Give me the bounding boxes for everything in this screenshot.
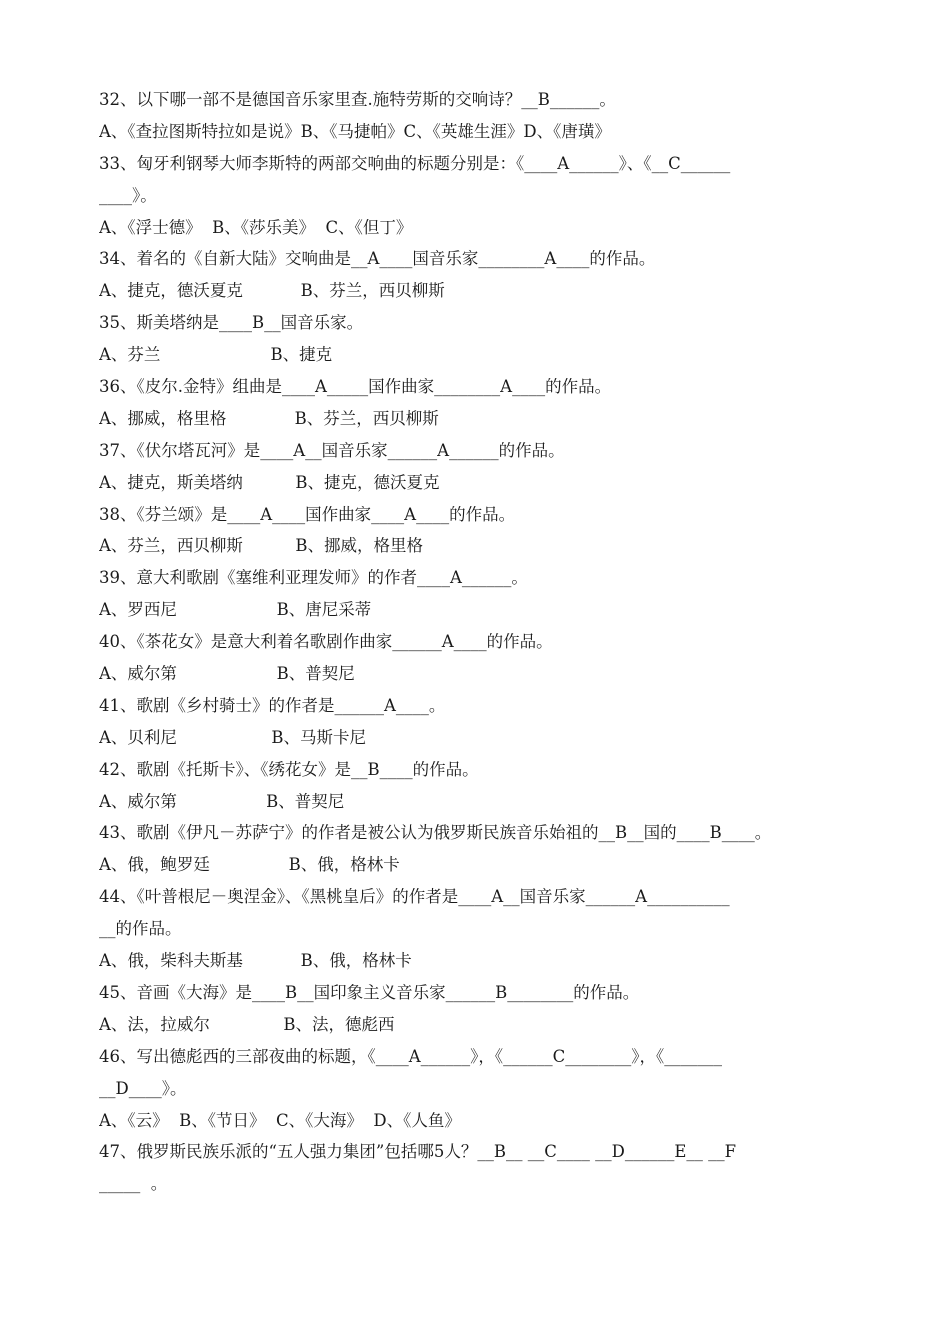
options-33: A、《浮士德》 B、《莎乐美》 C、《但丁》 <box>99 217 413 237</box>
question-46: 46、写出德彪西的三部夜曲的标题，《____A______》，《______C________》，《_______ <box>99 1046 723 1066</box>
question-33-continued: ____》。 <box>99 185 157 205</box>
question-41: 41、歌剧《乡村骑士》的作者是______A____。 <box>99 695 446 715</box>
options-34: A、捷克，德沃夏克 B、芬兰，西贝柳斯 <box>99 281 445 301</box>
options-41: A、贝利尼 B、马斯卡尼 <box>99 727 366 747</box>
question-46-continued: __D____》。 <box>99 1078 187 1098</box>
question-44-continued: __的作品。 <box>99 919 182 939</box>
options-36: A、挪威，格里格 B、芬兰，西贝柳斯 <box>99 408 439 428</box>
question-34: 34、着名的《自新大陆》交响曲是__A____国音乐家________A____的作品。 <box>99 249 656 269</box>
question-38: 38、《芬兰颂》是____A____国作曲家____A____的作品。 <box>99 504 516 524</box>
question-36: 36、《皮尔.金特》组曲是____A_____国作曲家________A____的作品。 <box>99 377 612 397</box>
question-45: 45、音画《大海》是____B__国印象主义音乐家______B________的作品。 <box>99 982 640 1002</box>
question-47: 47、俄罗斯民族乐派的“五人强力集团”包括哪5人？__B__ __C____ __D______E__ __F <box>99 1142 737 1162</box>
question-43: 43、歌剧《伊凡－苏萨宁》的作者是被公认为俄罗斯民族音乐始祖的__B__国的____B____。 <box>99 823 772 843</box>
question-32: 32、以下哪一部不是德国音乐家里查.施特劳斯的交响诗？__B______。 <box>99 90 616 109</box>
question-35: 35、斯美塔纳是____B__国音乐家。 <box>99 313 364 333</box>
question-47-continued: _____ 。 <box>99 1174 168 1194</box>
question-44: 44、《叶普根尼－奥涅金》、《黑桃皇后》的作者是____A__国音乐家______A__________ <box>99 887 730 907</box>
question-33: 33、匈牙利钢琴大师李斯特的两部交响曲的标题分别是：《____A______》、《__C______ <box>99 153 731 173</box>
options-38: A、芬兰，西贝柳斯 B、挪威，格里格 <box>99 536 423 556</box>
options-32: A、《查拉图斯特拉如是说》B、《马捷帕》C、《英雄生涯》D、《唐璜》 <box>99 121 611 141</box>
options-40: A、威尔第 B、普契尼 <box>99 664 355 684</box>
options-42: A、威尔第 B、普契尼 <box>99 791 345 811</box>
question-37: 37、《伏尔塔瓦河》是____A__国音乐家______A______的作品。 <box>99 440 565 460</box>
options-37: A、捷克，斯美塔纳 B、捷克，德沃夏克 <box>99 472 440 492</box>
options-45: A、法，拉威尔 B、法，德彪西 <box>99 1014 395 1034</box>
question-39: 39、意大利歌剧《塞维利亚理发师》的作者____A______。 <box>99 568 528 588</box>
options-35: A、芬兰 B、捷克 <box>99 345 333 365</box>
options-39: A、罗西尼 B、唐尼采蒂 <box>99 600 372 620</box>
options-46: A、《云》 B、《节日》 C、《大海》 D、《人鱼》 <box>99 1110 461 1130</box>
options-43: A、俄，鲍罗廷 B、俄，格林卡 <box>99 855 400 875</box>
options-44: A、俄，柴科夫斯基 B、俄，格林卡 <box>99 951 412 971</box>
document-page <box>99 84 847 1200</box>
question-40: 40、《茶花女》是意大利着名歌剧作曲家______A____的作品。 <box>99 632 553 652</box>
question-42: 42、歌剧《托斯卡》、《绣花女》是__B____的作品。 <box>99 759 479 779</box>
